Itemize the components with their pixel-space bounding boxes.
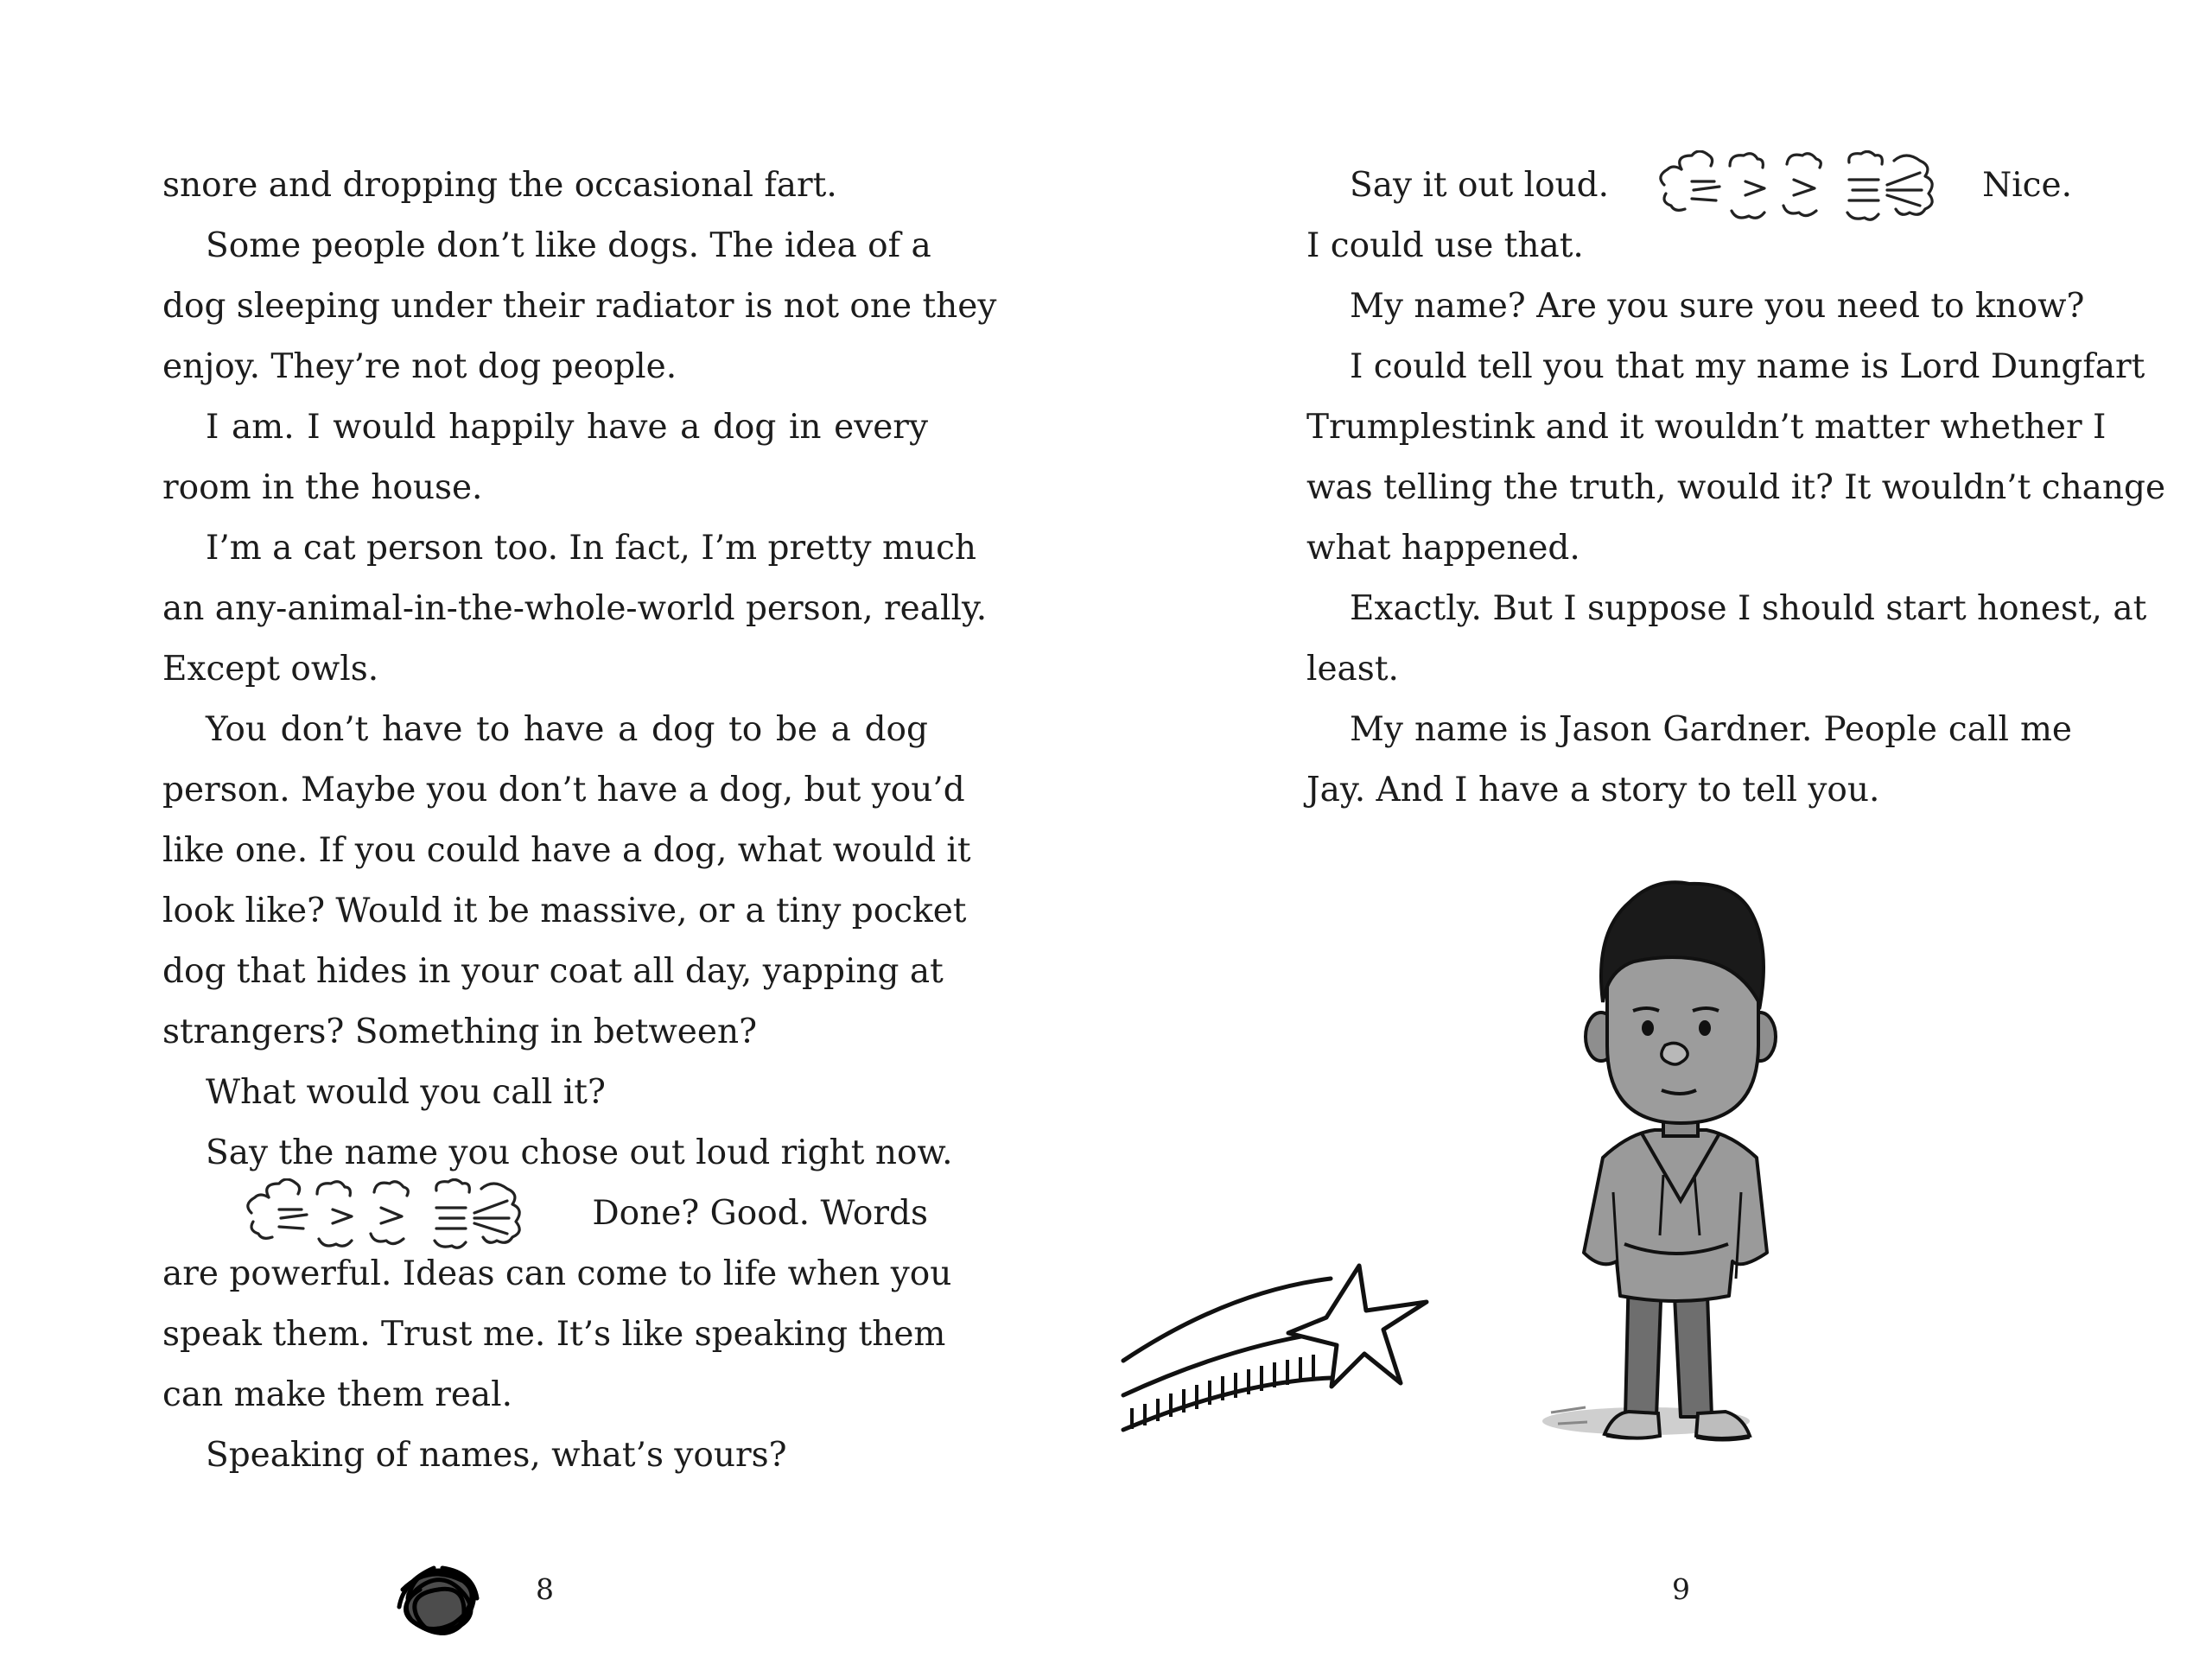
text-line: room in the house. xyxy=(162,468,483,507)
text-fragment: Done? Good. Words xyxy=(592,1194,928,1233)
text-line: what happened. xyxy=(1306,529,1580,568)
fart-cloud-icon xyxy=(1618,150,1973,221)
text-line: dog sleeping under their radiator is not one they xyxy=(162,287,997,326)
text-fragment: Nice. xyxy=(1982,166,2072,205)
shooting-star-icon xyxy=(1106,1231,1443,1447)
right-page-text xyxy=(1306,156,2166,821)
text-line: are powerful. Ideas can come to life when you xyxy=(162,1254,952,1293)
text-line: I am. I would happily have a dog in every xyxy=(206,408,928,447)
text-line: an any-animal-in-the-whole-world person, really. xyxy=(162,589,988,628)
text-line: dog that hides in your coat all day, yapping at xyxy=(162,952,944,991)
text-line: I’m a cat person too. In fact, I’m pretty much xyxy=(206,529,977,568)
text-fragment: Say it out loud. xyxy=(1350,166,1610,205)
page-number: 9 xyxy=(1672,1572,1690,1606)
text-line-with-fart-cloud xyxy=(162,1184,928,1244)
text-line: Exactly. But I suppose I should start honest, at xyxy=(1350,589,2147,628)
text-line: Say the name you chose out loud right now. xyxy=(206,1133,953,1172)
text-line: My name is Jason Gardner. People call me xyxy=(1350,710,2072,749)
text-line: person. Maybe you don’t have a dog, but you’d xyxy=(162,771,965,809)
text-line: Speaking of names, what’s yours? xyxy=(206,1436,787,1475)
text-line: I could use that. xyxy=(1306,226,1584,265)
text-line: look like? Would it be massive, or a tiny pocket xyxy=(162,892,967,930)
text-line: was telling the truth, would it? It wouldn’t change xyxy=(1306,468,2166,507)
text-line: snore and dropping the occasional fart. xyxy=(162,166,837,205)
text-line: least. xyxy=(1306,650,1399,689)
text-line: like one. If you could have a dog, what would it xyxy=(162,831,971,870)
text-line: Some people don’t like dogs. The idea of a xyxy=(206,226,931,265)
fart-cloud-icon xyxy=(206,1178,560,1249)
text-line: Trumplestink and it wouldn’t matter whether I xyxy=(1306,408,2107,447)
boy-illustration xyxy=(1534,864,1793,1486)
page-number: 8 xyxy=(536,1572,554,1606)
scribble-icon xyxy=(391,1555,486,1641)
text-line: enjoy. They’re not dog people. xyxy=(162,347,677,386)
text-line: can make them real. xyxy=(162,1375,513,1414)
text-line: strangers? Something in between? xyxy=(162,1013,757,1051)
text-line: My name? Are you sure you need to know? xyxy=(1350,287,2085,326)
text-line: What would you call it? xyxy=(206,1073,606,1112)
left-page-text xyxy=(162,156,997,1486)
right-page xyxy=(1106,0,2212,1676)
text-line: Except owls. xyxy=(162,650,379,689)
text-line: You don’t have to have a dog to be a dog xyxy=(206,710,928,749)
text-line: I could tell you that my name is Lord Dungfart xyxy=(1350,347,2145,386)
text-line: speak them. Trust me. It’s like speaking them xyxy=(162,1315,946,1354)
text-line: Jay. And I have a story to tell you. xyxy=(1306,771,1880,809)
text-line-with-fart-cloud xyxy=(1306,156,2072,216)
